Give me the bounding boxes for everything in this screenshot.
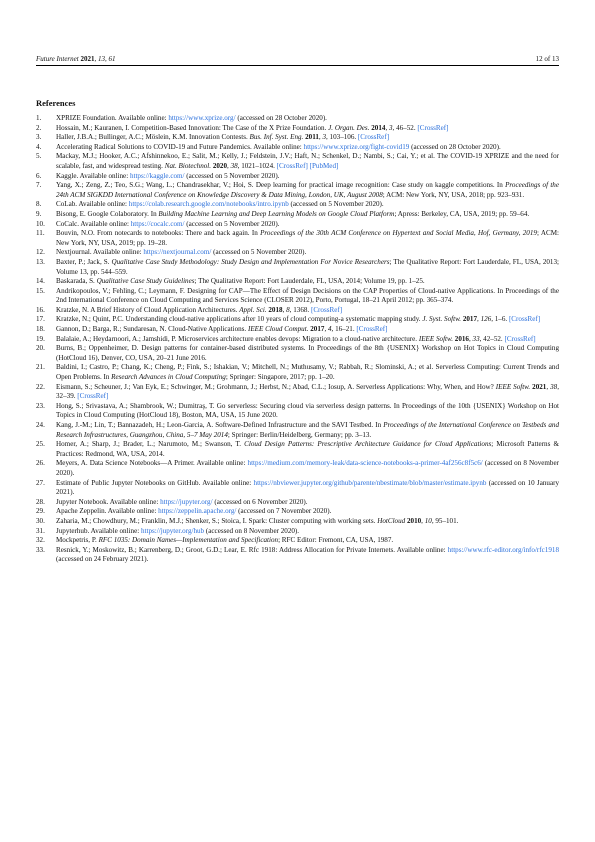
reference-number: 16. (36, 305, 45, 314)
reference-number: 14. (36, 277, 45, 286)
reference-number: 24. (36, 421, 45, 429)
reference-item (36, 479, 559, 498)
reference-text-segment: Accelerating Radical Solutions to COVID-19 and Future Pandemics. Available online: (56, 142, 304, 151)
reference-text (56, 527, 559, 537)
reference-text-segment: , (421, 516, 425, 525)
reference-text-segment: ; Apress: Berkeley, CA, USA, 2019; pp. 59–64. (394, 209, 530, 218)
reference-italic-text: 38 (230, 161, 238, 170)
reference-number: 4. (36, 142, 42, 151)
reference-text (56, 277, 559, 287)
reference-text-segment: Apache Zeppelin. Available online: (56, 507, 159, 516)
reference-badge-link[interactable]: [PubMed] (309, 161, 339, 170)
reference-number: 22. (36, 382, 45, 391)
reference-number: 15. (36, 286, 45, 295)
reference-number: 11. (36, 229, 45, 238)
reference-text (56, 335, 559, 345)
reference-number: 29. (36, 507, 45, 516)
reference-number: 13. (36, 257, 45, 266)
reference-italic-text: Appl. Sci. (239, 305, 267, 314)
reference-text-segment: (accessed on 5 November 2020). (288, 200, 384, 209)
reference-italic-text: Bus. Inf. Syst. Eng. (249, 133, 304, 142)
reference-text-segment: Jupyter Notebook. Available online: (56, 497, 161, 506)
reference-item (36, 229, 559, 248)
reference-url-link[interactable]: https://nextjournal.com/ (143, 248, 212, 257)
reference-italic-text: Qualitative Case Study Methodology: Study Design and Implementation For Novice Researchers (111, 257, 390, 266)
reference-number: 25. (36, 440, 45, 449)
reference-item (36, 363, 559, 382)
reference-number: 31. (36, 526, 45, 535)
reference-year: 2021 (530, 382, 547, 391)
reference-text-segment: ; The Qualitative Report: Fort Lauderdale, FL, USA, 2013; Volume 13, pp. 544–559. (56, 257, 559, 276)
reference-text-segment: Hong, S.; Srivastava, A.; Shambrook, W.; Dumitraş, T. Go serverless: Securing cloud via serverless design patterns. In Proceedings of the 10th {USENIX} Workshop on Hot Topics in Cloud Computing (HotCloud 18), Boston, MA, USA, 15 June 2020. (56, 401, 559, 420)
reference-text (56, 363, 559, 382)
reference-text (56, 114, 559, 124)
reference-text (56, 229, 559, 248)
reference-text (56, 181, 559, 200)
reference-url-link[interactable]: https://www.xprize.org/fight-covid19 (303, 142, 410, 151)
reference-italic-text: 38 (550, 382, 558, 391)
reference-text (56, 287, 559, 306)
reference-number: 7. (36, 181, 42, 190)
reference-text-segment: (accessed on 5 November 2020). (211, 248, 307, 257)
reference-text (56, 152, 559, 171)
reference-italic-text: Research Advances in Cloud Computing (111, 373, 226, 382)
reference-item (36, 143, 559, 153)
reference-text-segment: , (324, 325, 328, 334)
reference-year: 2018 (266, 305, 283, 314)
reference-url-link[interactable]: https://jupyter.org/hub (140, 526, 205, 535)
reference-italic-text: J. Organ. Des. (328, 123, 370, 132)
reference-number: 23. (36, 401, 45, 410)
reference-text-segment: ; Springer: Singapore, 2017; pp. 1–20. (225, 373, 335, 382)
reference-italic-text: 8 (286, 305, 290, 314)
reference-item (36, 287, 559, 306)
reference-italic-text: Nat. Biotechnol. (164, 161, 212, 170)
reference-text-segment: , 1–6. (491, 315, 509, 324)
reference-text-segment: , 1368. (289, 305, 311, 314)
reference-url-link[interactable]: https://www.rfc-editor.org/info/rfc1918 (447, 545, 559, 554)
reference-item (36, 114, 559, 124)
reference-text (56, 220, 559, 230)
reference-italic-text: 3 (322, 133, 326, 142)
reference-text-segment: Mackay, M.J.; Hooker, A.C.; Afshinnekoo, E.; Salit, M.; Kelly, J.; Feldstein, J.V.; Haft, N.; Schenkel, D.; Nambi, S.; Cai, Y.; et al. The COVID-19 XPRIZE and the need for scalable, fast, and widespread testing. (56, 152, 559, 170)
reference-text-segment: Balalaie, A.; Heydarnoori, A.; Jamshidi, P. Microservices architecture enables devops: Migration to a cloud-native architecture. (56, 334, 419, 343)
reference-text-segment: , 95–101. (431, 516, 459, 525)
reference-italic-text: J. Syst. Softw. (422, 315, 462, 324)
reference-item (36, 498, 559, 508)
reference-url-link[interactable]: https://kaggle.com/ (129, 171, 185, 180)
reference-text (56, 479, 559, 498)
reference-text-segment: Eismann, S.; Scheuner, J.; Van Eyk, E.; Schwinger, M.; Grohmann, J.; Herbst, N.; Abad, C.L.; Iosup, A. Serverless Applications: Why, When, and How? (56, 382, 496, 391)
reference-number: 19. (36, 334, 45, 343)
reference-text-segment: , 103–106. (326, 133, 358, 142)
reference-text (56, 402, 559, 421)
reference-text-segment: Baldini, I.; Castro, P.; Chang, K.; Cheng, P.; Fink, S.; Ishakian, V.; Mitchell, N.; Muthusamy, V.; Rabbah, R.; Slominski, A.; et al. Serverless Computing: Current Trends and Open Problems. In (56, 363, 559, 382)
reference-text-segment: , (468, 334, 473, 343)
reference-badge-link[interactable]: [CrossRef] (504, 334, 536, 343)
reference-text-segment: Burns, B.; Oppenheimer, D. Design patterns for container-based distributed systems. In Proceedings of the 8th {USENIX} Workshop on Hot Topics in Cloud Computing (HotCloud 16), Denver, CO, USA, 20–21 June 2016. (56, 344, 559, 362)
reference-text-segment: Bisong, E. Google Colaboratory. In (56, 209, 159, 218)
reference-year: 2020 (211, 161, 228, 170)
reference-text (56, 507, 559, 517)
reference-text-segment: ; ACM: New York, NY, USA, 2019; pp. 19–28. (56, 229, 559, 247)
reference-italic-text: Proceedings of the 24th ACM SIGKDD International Conference on Knowledge Discovery & Data Mining, London, UK, August 2008 (56, 181, 559, 199)
reference-number: 18. (36, 325, 45, 334)
reference-badge-link[interactable]: [CrossRef] (508, 315, 541, 324)
reference-number: 5. (36, 152, 42, 161)
reference-text-segment: Estimate of Public Jupyter Notebooks on GitHub. Available online: (56, 478, 254, 487)
reference-italic-text: 4 (327, 325, 332, 334)
page-number: 12 of 13 (535, 55, 559, 63)
reference-url-link[interactable]: https://colab.research.google.com/notebooks/intro.ipynb (128, 200, 289, 209)
reference-italic-text: IEEE Cloud Comput. (247, 325, 309, 334)
reference-item (36, 402, 559, 421)
reference-text-segment: (accessed on 24 February 2021). (56, 555, 149, 564)
reference-year: 2017 (308, 325, 325, 334)
journal-year: 2021 (80, 55, 95, 63)
reference-text (56, 124, 559, 134)
reference-item (36, 258, 559, 277)
reference-number: 21. (36, 363, 45, 372)
reference-text-segment: ; Microsoft Patterns & Practices: Redmond, WA, USA, 2014. (56, 440, 559, 458)
reference-text-segment: (accessed on 8 November 2020). (56, 459, 559, 477)
references-heading: References (36, 98, 76, 108)
reference-text-segment: Homer, A.; Sharp, J.; Brader, L.; Narumoto, M.; Swanson, T. (56, 440, 245, 449)
reference-item (36, 248, 559, 258)
reference-url-link[interactable]: https://zeppelin.apache.org/ (158, 507, 237, 516)
reference-text (56, 536, 559, 546)
reference-text-segment: , (546, 382, 551, 391)
reference-item (36, 507, 559, 517)
references-list (36, 114, 559, 565)
reference-item (36, 315, 559, 325)
reference-item (36, 421, 559, 440)
reference-item (36, 527, 559, 537)
reference-italic-text: HotCloud (377, 516, 406, 525)
reference-text (56, 172, 559, 182)
reference-text-segment: Mockpetris, P. (56, 536, 99, 545)
reference-item (36, 546, 559, 565)
reference-text-segment: Resnick, Y.; Moskowitz, B.; Karrenberg, D.; Groot, G.D.; Lear, E. Rfc 1918: Address Allocation for Private Internets. Available online: (56, 545, 448, 554)
reference-italic-text: IEEE Softw. (495, 382, 531, 391)
reference-item (36, 124, 559, 134)
reference-badge-link[interactable]: [CrossRef] (417, 123, 449, 132)
reference-year: 2010 (405, 516, 422, 525)
reference-number: 30. (36, 516, 45, 525)
reference-text-segment: , 1021–1024. (237, 161, 277, 170)
reference-badge-link[interactable]: [CrossRef] (356, 325, 388, 334)
reference-text-segment: Nextjournal. Available online: (56, 248, 144, 257)
reference-badge-link[interactable]: [CrossRef] (357, 133, 390, 142)
reference-item (36, 277, 559, 287)
reference-text-segment: (accessed on 28 October 2020). (235, 114, 327, 122)
reference-item (36, 383, 559, 402)
reference-text-segment: (accessed on 8 November 2020). (204, 526, 300, 535)
reference-text (56, 344, 559, 363)
reference-text-segment: , 46–52. (392, 123, 418, 132)
reference-text-segment: CoCalc. Available online: (56, 219, 131, 228)
reference-item (36, 210, 559, 220)
reference-italic-text: 33 (472, 334, 480, 343)
reference-item (36, 181, 559, 200)
reference-text-segment: (accessed on 28 October 2020). (409, 142, 501, 151)
reference-text-segment: Kang, J.-M.; Lin, T.; Bannazadeh, H.; Leon-Garcia, A. Software-Defined Infrastructure and the SAVI Testbed. In (56, 421, 384, 429)
reference-number: 3. (36, 133, 42, 142)
reference-number: 2. (36, 123, 42, 132)
reference-text-segment: , 42–52. (479, 334, 505, 343)
reference-italic-text: Qualitative Case Study Guidelines (96, 277, 195, 286)
reference-item (36, 459, 559, 478)
reference-item (36, 335, 559, 345)
reference-year: 2014 (369, 123, 386, 132)
reference-text-segment: , (282, 305, 287, 314)
reference-item (36, 200, 559, 210)
reference-text (56, 143, 559, 153)
reference-text-segment: Haller, J.B.A.; Bullinger, A.C.; Möslein, K.M. Innovation Contests. (56, 133, 250, 142)
reference-text-segment: Yang, X.; Zeng, Z.; Teo, S.G.; Wang, L.; Chandrasekhar, V.; Hoi, S. Deep learning for practical image recognition: Case study on kaggle competitions. In (56, 181, 506, 190)
reference-text-segment: , (227, 161, 231, 170)
reference-text (56, 315, 559, 325)
reference-italic-text: 126 (480, 315, 492, 324)
reference-text-segment: Kratzke, N.; Quint, P.C. Understanding cloud-native applications after 10 years of cloud computing-a systematic mapping study. (56, 315, 423, 324)
reference-text (56, 248, 559, 258)
reference-text-segment: Bouvin, N.O. From notecards to notebooks: There and back again. In (56, 229, 261, 238)
reference-text (56, 421, 559, 440)
reference-text-segment: (accessed on 5 November 2020). (184, 219, 280, 228)
reference-text-segment: Hossain, M.; Kauranen, I. Competition-Based Innovation: The Case of the X Prize Foundation. (56, 123, 329, 132)
reference-number: 26. (36, 459, 45, 468)
reference-item (36, 325, 559, 335)
reference-text-segment: , (318, 133, 323, 142)
reference-text-segment: CoLab. Available online: (56, 200, 129, 209)
reference-text-segment: ; The Qualitative Report: Fort Lauderdale, FL, USA, 2014; Volume 19, pp. 1–25. (194, 277, 425, 286)
reference-text (56, 306, 559, 316)
header-divider (36, 65, 559, 66)
reference-badge-link[interactable]: [CrossRef] (276, 161, 308, 170)
reference-url-link[interactable]: https://www.xprize.org/ (168, 114, 236, 122)
reference-text-segment: Kratzke, N. A Brief History of Cloud Application Architectures. (56, 305, 240, 314)
reference-italic-text: Proceedings of the 30th ACM Conference on Hypertext and Social Media, Hof, Germany, 2019 (260, 229, 537, 238)
reference-italic-text: Cloud Design Patterns: Prescriptive Architecture Guidance for Cloud Applications (244, 440, 492, 449)
reference-text (56, 210, 559, 220)
reference-url-link[interactable]: https://cocalc.com/ (130, 219, 185, 228)
reference-url-link[interactable]: https://medium.com/memory-leak/data-science-notebooks-a-primer-4af256c8f5c6/ (247, 459, 483, 468)
journal-name: Future Internet (36, 55, 79, 63)
reference-number: 10. (36, 219, 45, 228)
reference-text (56, 258, 559, 277)
reference-item (36, 517, 559, 527)
reference-number: 20. (36, 344, 45, 353)
reference-number: 9. (36, 209, 42, 218)
reference-text (56, 440, 559, 459)
reference-item (36, 536, 559, 546)
reference-text-segment: (accessed on 10 January 2021). (56, 478, 559, 497)
reference-number: 27. (36, 478, 45, 487)
reference-text (56, 383, 559, 402)
reference-italic-text: RFC 1035: Domain Names—Implementation and Specification (98, 536, 279, 545)
reference-text (56, 517, 559, 527)
reference-text-segment: Gannon, D.; Barga, R.; Sundaresan, N. Cloud-Native Applications. (56, 325, 248, 334)
reference-text-segment: ; Springer: Berlin/Heidelberg, Germany; pp. 3–13. (227, 430, 372, 439)
reference-text-segment: (accessed on 5 November 2020). (184, 171, 280, 180)
reference-italic-text: 3 (388, 123, 393, 132)
reference-number: 33. (36, 545, 45, 554)
reference-url-link[interactable]: https://nbviewer.jupyter.org/github/parente/nbestimate/blob/master/estimate.ipynb (253, 478, 487, 487)
reference-number: 6. (36, 171, 42, 180)
reference-text-segment: Baskarada, S. (56, 277, 97, 286)
journal-citation (36, 52, 115, 66)
page-header (36, 52, 559, 66)
reference-badge-link[interactable]: [CrossRef] (77, 392, 109, 401)
reference-item (36, 172, 559, 182)
reference-italic-text: IEEE Softw. (418, 334, 454, 343)
reference-item (36, 152, 559, 171)
reference-text-segment: Jupyterhub. Available online: (56, 526, 141, 535)
reference-italic-text: Proceedings of the International Conference on Testbeds and Research Infrastructures, Guangzhou, China, 5–7 May 2014 (56, 421, 559, 439)
reference-url-link[interactable]: https://jupyter.org/ (160, 497, 213, 506)
reference-text-segment: Zaharia, M.; Chowdhury, M.; Franklin, M.J.; Shenker, S.; Stoica, I. Spark: Cluster computing with working sets. (56, 516, 378, 525)
reference-number: 1. (36, 114, 42, 122)
reference-number: 8. (36, 200, 42, 209)
reference-text (56, 459, 559, 478)
reference-item (36, 306, 559, 316)
reference-text-segment: XPRIZE Foundation. Available online: (56, 114, 169, 122)
reference-badge-link[interactable]: [CrossRef] (310, 305, 343, 314)
reference-text (56, 133, 559, 143)
reference-text-segment: , (385, 123, 389, 132)
reference-number: 28. (36, 497, 45, 506)
reference-text-segment: ; RFC Editor: Fremont, CA, USA, 1987. (278, 536, 394, 545)
reference-year: 2011 (303, 133, 319, 142)
reference-text (56, 546, 559, 565)
reference-year: 2017 (461, 315, 478, 324)
reference-text (56, 200, 559, 210)
reference-item (36, 440, 559, 459)
reference-text-segment: , (477, 315, 481, 324)
reference-text-segment: Andrikopoulos, V.; Fehling, C.; Leymann, F. Designing for CAP—The Effect of Design Decisions on the CAP Properties of Cloud-native Applications. In Proceedings of the 2nd International Conference on Cloud Computing and Services Science (CLOSER 2012), Porto, Portugal, 18–21 April 2012; pp. 365–374. (56, 286, 559, 305)
reference-text-segment: Kaggle. Available online: (56, 171, 130, 180)
reference-item (36, 133, 559, 143)
reference-number: 17. (36, 315, 45, 324)
reference-italic-text: 10 (424, 516, 432, 525)
reference-text-segment: , 32–39. (56, 382, 559, 401)
reference-item (36, 344, 559, 363)
reference-text-segment: ; ACM: New York, NY, USA, 2018; pp. 923–931. (382, 190, 525, 199)
reference-number: 32. (36, 536, 45, 545)
reference-number: 12. (36, 248, 45, 257)
reference-text (56, 325, 559, 335)
reference-text-segment: (accessed on 6 November 2020). (212, 497, 308, 506)
reference-text (56, 498, 559, 508)
reference-text-segment: Baxter, P.; Jack, S. (56, 257, 112, 266)
reference-text-segment: (accessed on 7 November 2020). (236, 507, 332, 516)
journal-volume: , 13, 61 (94, 55, 116, 63)
reference-text-segment: , 16–21. (331, 325, 357, 334)
reference-italic-text: Building Machine Learning and Deep Learning Models on Google Cloud Platform (158, 209, 395, 218)
reference-item (36, 220, 559, 230)
reference-year: 2016 (453, 334, 469, 343)
reference-text-segment: Meyers, A. Data Science Notebooks—A Primer. Available online: (56, 459, 248, 468)
